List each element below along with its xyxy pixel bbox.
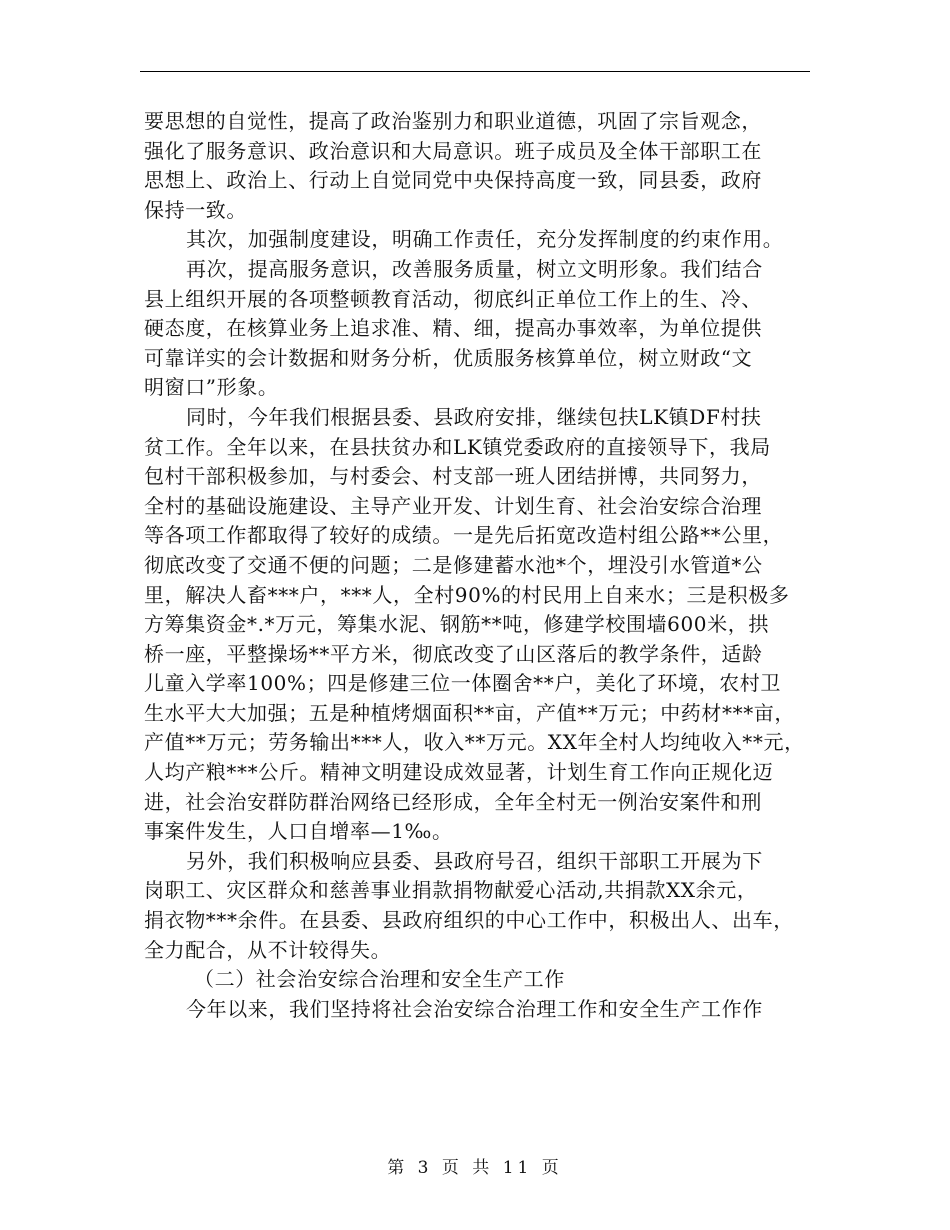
page-footer: 第 3 页 共 11 页	[387, 1158, 563, 1178]
text-line: 人均产粮***公斤。精神文明建设成效显著，计划生育工作向正规化迈	[144, 760, 774, 785]
text-line: 同时，今年我们根据县委、县政府安排，继续包扶LK镇DF村扶	[186, 404, 762, 429]
text-line: 明窗口”形象。	[144, 375, 279, 400]
text-line: 捐衣物***余件。在县委、县政府组织的中心工作中，积极出人、出车，	[144, 908, 794, 933]
text-line: 进，社会治安群防群治网络已经形成，全年全村无一例治安案件和刑	[144, 789, 762, 814]
text-line: 生水平大大加强；五是种植烤烟面积**亩，产值**万元；中药材***亩，	[144, 700, 795, 725]
text-line: 岗职工、灾区群众和慈善事业捐款捐物献爱心活动,共捐款XX余元，	[144, 878, 758, 903]
text-line: 事案件发生，人口自增率—1‰。	[144, 819, 453, 844]
text-line: 包村干部积极参加，与村委会、村支部一班人团结拼博，共同努力，	[144, 464, 762, 489]
text-line: 今年以来，我们坚持将社会治安综合治理工作和安全生产工作作	[186, 996, 763, 1021]
text-line: 彻底改变了交通不便的问题；二是修建蓄水池*个，埋没引水管道*公	[144, 552, 763, 577]
text-line: 贫工作。全年以来，在县扶贫办和LK镇党委政府的直接领导下，我局	[144, 434, 771, 459]
header-rule	[140, 71, 810, 72]
text-line: 全村的基础设施建设、主导产业开发、计划生育、社会治安综合治理	[144, 493, 762, 518]
text-line: 方筹集资金*.*万元，筹集水泥、钢筋**吨，修建学校围墙600米，拱	[144, 612, 769, 637]
text-line: 里，解决人畜***户，***人，全村90%的村民用上自来水；三是积极多	[144, 582, 790, 607]
text-line: 再次，提高服务意识，改善服务质量，树立文明形象。我们结合	[186, 256, 763, 281]
text-line: 保持一致。	[144, 197, 247, 222]
text-line: 等各项工作都取得了较好的成绩。一是先后拓宽改造村组公路**公里，	[144, 523, 784, 548]
text-line: 全力配合，从不计较得失。	[144, 937, 392, 962]
text-line: 硬态度，在核算业务上追求准、精、细，提高办事效率，为单位提供	[144, 316, 762, 341]
text-line: 另外，我们积极响应县委、县政府号召，组织干部职工开展为下	[186, 848, 763, 873]
document-body	[144, 107, 816, 1024]
text-line: 其次，加强制度建设，明确工作责任，充分发挥制度的约束作用。	[186, 227, 784, 252]
text-line: 思想上、政治上、行动上自觉同党中央保持高度一致，同县委，政府	[144, 168, 762, 193]
text-line: （二）社会治安综合治理和安全生产工作	[194, 967, 565, 992]
text-line: 可靠详实的会计数据和财务分析，优质服务核算单位，树立财政“文	[144, 345, 753, 370]
text-line: 儿童入学率100%；四是修建三位一体圈舍**户，美化了环境，农村卫	[144, 671, 781, 696]
text-line: 强化了服务意识、政治意识和大局意识。班子成员及全体干部职工在	[144, 138, 762, 163]
text-line: 要思想的自觉性，提高了政治鉴别力和职业道德，巩固了宗旨观念，	[144, 109, 762, 133]
text-line: 产值**万元；劳务输出***人，收入**万元。XX年全村人均纯收入**元，	[144, 730, 805, 755]
text-line: 县上组织开展的各项整顿教育活动，彻底纠正单位工作上的生、冷、	[144, 286, 762, 311]
text-line: 桥一座，平整操场**平方米，彻底改变了山区落后的教学条件，适龄	[144, 641, 763, 666]
